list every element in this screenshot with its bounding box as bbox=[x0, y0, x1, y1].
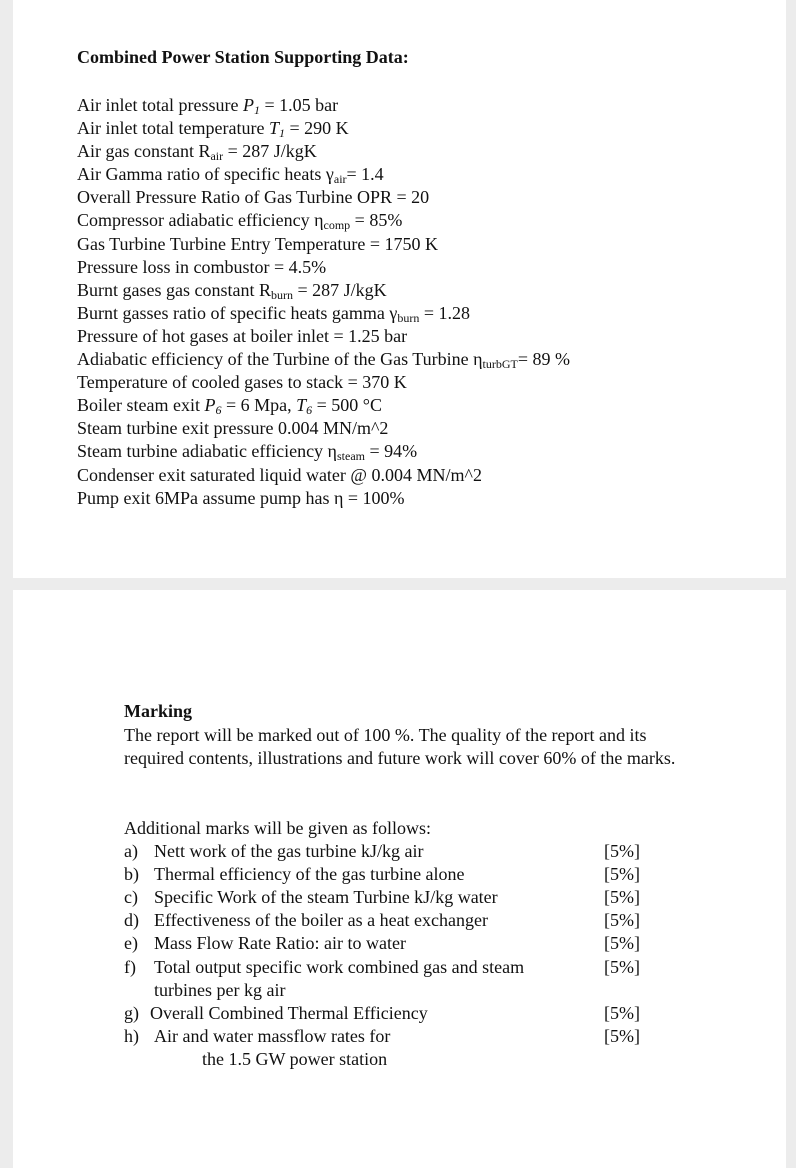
marking-heading: Marking bbox=[124, 701, 193, 721]
additional-marks-list bbox=[124, 817, 644, 1071]
data-line-turbine-entry-temperature: Gas Turbine Turbine Entry Temperature = 1750 K bbox=[77, 233, 439, 254]
data-line-compressor-efficiency: Compressor adiabatic efficiency $\eta_{comp} = 85\%$ bbox=[77, 210, 403, 233]
marking-section bbox=[124, 700, 694, 771]
data-line-burnt-gamma: Burnt gasses ratio of specific heats gamma $\gamma_{burn} = 1.28$ bbox=[77, 302, 471, 325]
data-line-burnt-gas-constant: Burnt gases gas constant $R_{burn} = 287$ J/kgK bbox=[77, 279, 387, 302]
data-line-gt-turbine-efficiency: Adiabatic efficiency of the Turbine of the Gas Turbine $\eta_{turbGT}= 89$ % bbox=[77, 349, 570, 372]
data-line-air-gas-constant: Air gas constant $R_{air} = 287$ J/kgK bbox=[77, 141, 317, 164]
list-item: c) Specific Work of the steam Turbine kJ/kg water [5%] bbox=[124, 887, 640, 908]
data-line-steam-turbine-exit-pressure: Steam turbine exit pressure 0.004 MN/m^2 bbox=[77, 418, 389, 439]
list-item: d) Effectiveness of the boiler as a heat exchanger [5%] bbox=[124, 910, 640, 931]
list-item: g) Overall Combined Thermal Efficiency [5%] bbox=[124, 1002, 640, 1023]
data-line-opr: Overall Pressure Ratio of Gas Turbine OPR = 20 bbox=[77, 187, 430, 208]
page-title: Combined Power Station Supporting Data: bbox=[77, 47, 409, 67]
list-item: h) Air and water massflow rates for [5%] bbox=[124, 1025, 640, 1046]
additional-marks-intro: Additional marks will be given as follows: bbox=[124, 818, 431, 838]
data-line-pump-exit: Pump exit 6MPa assume pump has η = 100% bbox=[77, 487, 405, 508]
list-item: f) Total output specific work combined gas and steam turbines per kg air [5%] bbox=[124, 956, 640, 1000]
data-line-air-gamma: Air Gamma ratio of specific heats $\gamma_{air}= 1.4$ bbox=[77, 164, 384, 187]
list-item: e) Mass Flow Rate Ratio: air to water [5%] bbox=[124, 933, 640, 954]
data-line-combustor-pressure-loss: Pressure loss in combustor = 4.5% bbox=[77, 256, 327, 277]
data-line-air-inlet-temperature: Air inlet total temperature $T_1 = 290$ K bbox=[77, 118, 349, 141]
list-item: b) Thermal efficiency of the gas turbine alone [5%] bbox=[124, 864, 640, 885]
document-page-2 bbox=[13, 590, 786, 1168]
data-line-air-inlet-pressure: Air inlet total pressure $P_1 = 1.05$ bar bbox=[77, 95, 339, 117]
list-item-continuation: the 1.5 GW power station bbox=[202, 1048, 388, 1069]
data-line-boiler-steam-exit: Boiler steam exit $P_6 = 6$ Mpa, $T_6 = 500$ °C bbox=[77, 395, 382, 418]
data-line-steam-turbine-efficiency: Steam turbine adiabatic efficiency $\eta_{steam} = 94\%$ bbox=[77, 441, 418, 464]
data-line-condenser-exit: Condenser exit saturated liquid water @ 0.004 MN/m^2 bbox=[77, 464, 482, 485]
data-line-boiler-inlet-pressure: Pressure of hot gases at boiler inlet = 1.25 bar bbox=[77, 325, 408, 346]
document-page-1 bbox=[13, 0, 786, 578]
data-line-stack-temperature: Temperature of cooled gases to stack = 370 K bbox=[77, 372, 407, 393]
list-item: a) Nett work of the gas turbine kJ/kg air [5%] bbox=[124, 841, 640, 862]
supporting-data-list bbox=[77, 94, 570, 510]
marking-paragraph: The report will be marked out of 100 %. The quality of the report and its required contents, illustrations and future work will cover 60% of the marks. bbox=[124, 724, 676, 768]
